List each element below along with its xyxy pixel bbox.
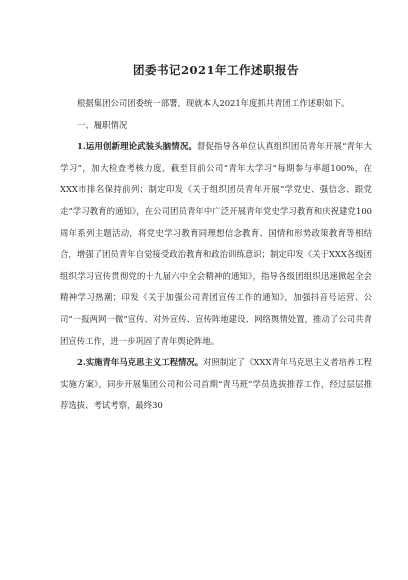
item-1-body: 督促指导各单位认真组织团员青年开展“青年大学习”，加大检查考核力度，截至目前公司“青年大学习”每期参与率超100%，在XXX市排名保持前列；制定印发《关于组织团员青年开展“学党史、强信念、跟党走”学习教育的通知》，在公司团员青年中广泛开展青年党史学习教育和庆祝建党100周年系列主题活动，将党史学习教育同理想信念教育、国情和形势政策教育等相结合，增强了团员青年自觉接受政治教育和政治训练意识；制定印发《关于XXX各级团组织学习宣传贯彻党的十九届六中全会精神的通知》，指导各级团组织迅速掀起全会精神学习热潮；印发《关于加强公司青团宣传工作的通知》，加强抖音号运营、公司“一报两网一微”宣传、对外宣传、宣传阵地建设、网络舆情处置，推动了公司共青团宣传工作，进一步巩固了青年舆论阵地。 xyxy=(60,141,372,346)
document-title: 团委书记2021年工作述职报告 xyxy=(132,63,299,77)
section-heading-performance: 一、履职情况 xyxy=(77,119,128,130)
intro-paragraph: 根据集团公司团委统一部署，现就本人2021年度抓共青团工作述职如下。 xyxy=(77,98,350,108)
item-2-body: 对照制定了《XXX青年马克思主义者培养工程实施方案》，同步开展集团公司和公司首期“青马班”学员选拔推荐工作，经过层层推荐选拔、考试考察，最终30 xyxy=(60,357,372,411)
item-1-lead: 1.运用创新理论武装头脑情况。 xyxy=(77,141,197,152)
item-1-paragraph xyxy=(60,136,372,352)
item-2-lead: 2.实施青年马克思主义工程情况。 xyxy=(77,357,204,368)
item-2-paragraph xyxy=(60,352,372,417)
